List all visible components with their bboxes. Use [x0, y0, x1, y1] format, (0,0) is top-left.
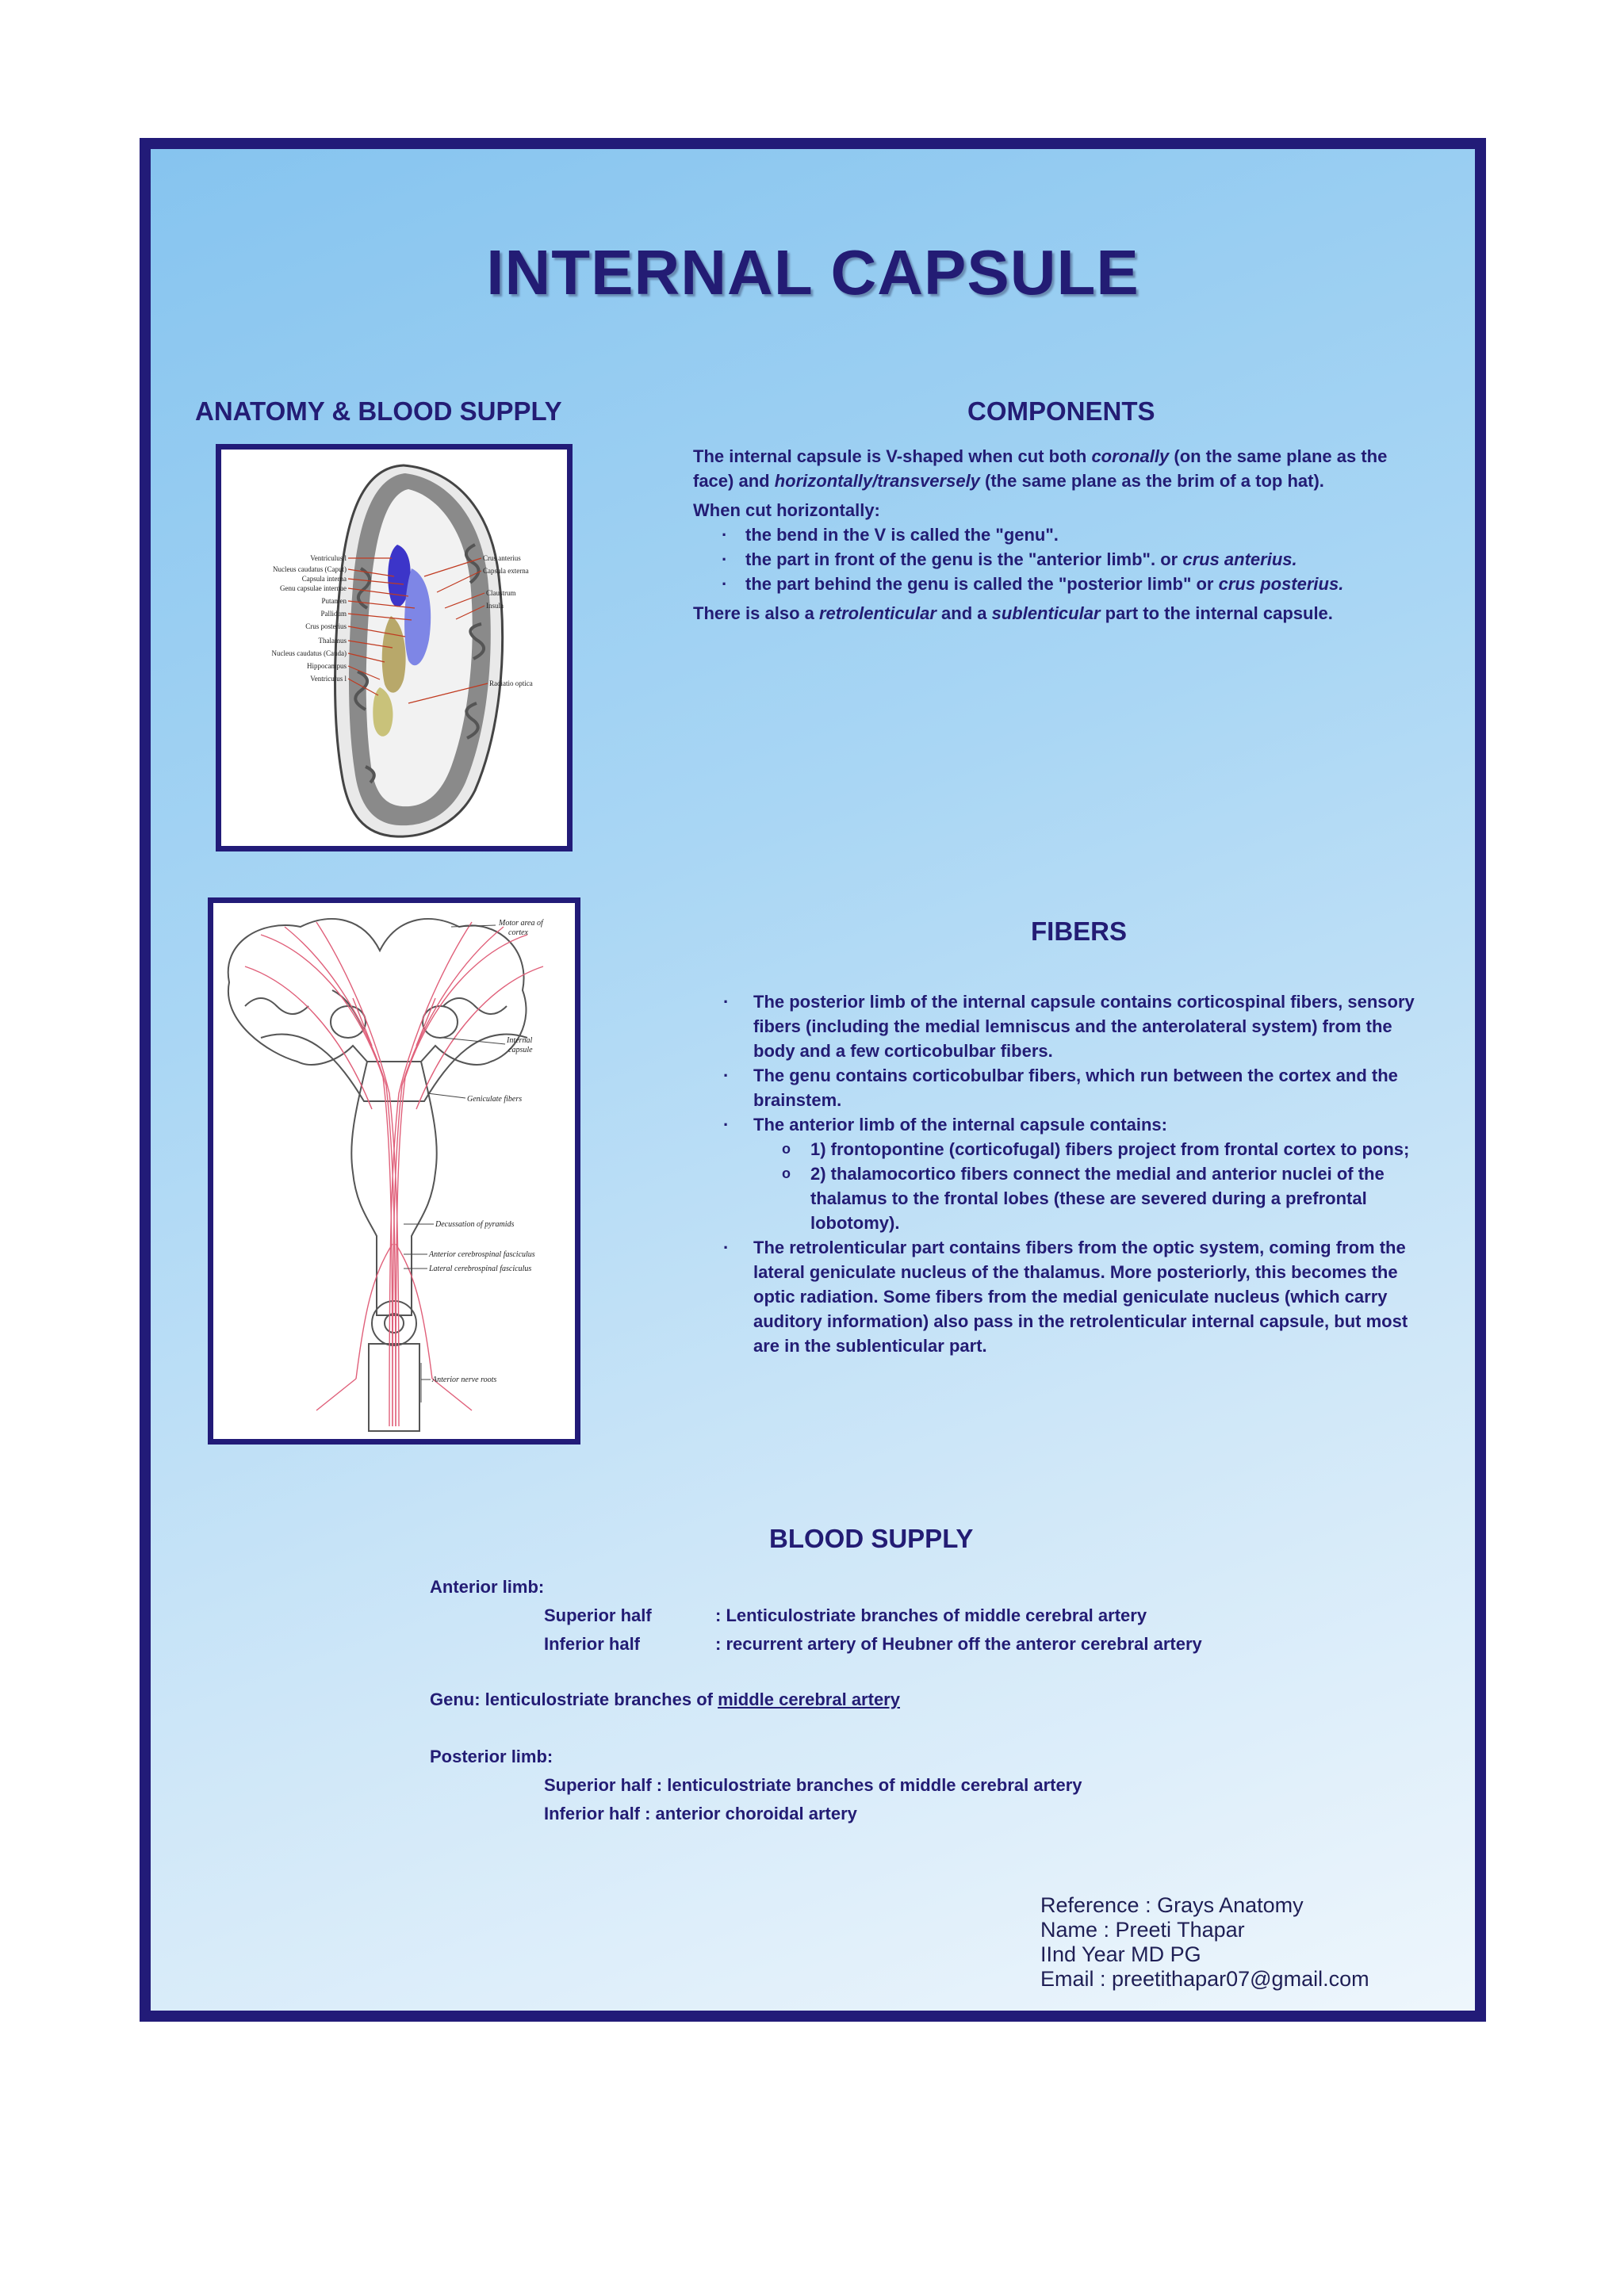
reference-line: Reference : Grays Anatomy [1040, 1893, 1304, 1917]
fibers-text [722, 989, 1435, 1358]
text-run: and a [936, 603, 992, 623]
text-run-underlined: middle cerebral artery [718, 1689, 900, 1709]
author-year: IInd Year MD PG [1040, 1942, 1201, 1966]
svg-text:Insula: Insula [486, 602, 504, 610]
text-run: the part behind the genu is called the "posterior limb" or [745, 574, 1219, 594]
blood-supply-text [430, 1575, 1381, 1830]
list-item: · The genu contains corticobulbar fibers, which run between the cortex and the brainstem. [722, 1063, 1435, 1112]
list-item: · the bend in the V is called the "genu". [693, 522, 1431, 547]
sub-list-item: o 2) thalamocortico fibers connect the medial and anterior nuclei of the thalamus to the frontal lobes (these are severed during a prefrontal lobotomy). [722, 1161, 1435, 1235]
svg-text:capsule: capsule [508, 1046, 533, 1054]
text-run-italic: crus posterius. [1218, 574, 1344, 594]
svg-text:Putamen: Putamen [321, 597, 347, 605]
svg-text:Capsula externa: Capsula externa [483, 567, 529, 575]
text-run: The anterior limb of the internal capsule contains: [753, 1115, 1167, 1135]
svg-text:Thalamus: Thalamus [318, 637, 347, 645]
components-text [693, 444, 1431, 630]
page-title: INTERNAL CAPSULE [486, 237, 1139, 308]
text-run-italic: horizontally/transversely [774, 471, 980, 491]
anterior-limb-label: Anterior limb: [430, 1577, 545, 1597]
reference-block [1040, 1893, 1369, 1992]
anatomy-heading: ANATOMY & BLOOD SUPPLY [195, 396, 562, 426]
text-run: Genu: lenticulostriate branches of [430, 1689, 718, 1709]
text-run-italic: coronally [1091, 446, 1170, 466]
poster-frame [140, 138, 1486, 2022]
blood-supply-heading: BLOOD SUPPLY [769, 1524, 974, 1553]
svg-text:Decussation of pyramids: Decussation of pyramids [435, 1220, 515, 1229]
text-run: the part in front of the genu is the "anterior limb". or [745, 549, 1183, 569]
text-run: There is also a [693, 603, 819, 623]
row-label: Superior half [544, 1605, 652, 1625]
svg-text:Ventriculus l: Ventriculus l [310, 554, 347, 562]
components-paragraph-3 [693, 601, 1431, 626]
author-name: Name : Preeti Thapar [1040, 1918, 1245, 1942]
sub-list-item: o 1) frontopontine (corticofugal) fibers project from frontal cortex to pons; [722, 1137, 1435, 1161]
anterior-superior-row [430, 1603, 1381, 1632]
text-run-italic: retrolenticular [818, 603, 936, 623]
posterior-inferior-row: Inferior half : anterior choroidal artery [544, 1804, 857, 1823]
list-item: · The posterior limb of the internal capsule contains corticospinal fibers, sensory fibers (including the medial lemniscus and the anterolateral system) from the body and a few corticobulbar fibers. [722, 989, 1435, 1063]
text-run: (on the same plane as the face) and [693, 446, 1388, 491]
svg-text:Pallidum: Pallidum [320, 610, 347, 618]
svg-text:Internal: Internal [507, 1036, 533, 1045]
corticospinal-tract-illustration [213, 903, 575, 1439]
list-item [722, 1112, 1435, 1235]
svg-text:Capsula interna: Capsula interna [301, 575, 347, 583]
fibers-list [722, 989, 1435, 1358]
svg-text:Anterior nerve roots: Anterior nerve roots [432, 1376, 497, 1384]
components-paragraph-1 [693, 444, 1431, 493]
svg-text:Crus posterius: Crus posterius [305, 622, 347, 630]
list-item: · The retrolenticular part contains fibers from the optic system, coming from the lateral geniculate nucleus of the thalamus. More posteriorly, this becomes the optic radiation. Some fibers from the medial geniculate nucleus (which carry auditory information) also pass in the retrolenticular internal capsule, but most are in the sublenticular part. [722, 1235, 1435, 1358]
text-run: part to the internal capsule. [1100, 603, 1333, 623]
svg-text:Ventriculus l: Ventriculus l [310, 675, 347, 683]
horizontal-section-illustration [221, 450, 567, 846]
svg-text:Crus anterius: Crus anterius [483, 554, 521, 562]
text-run-italic: crus anterius. [1182, 549, 1297, 569]
genu-row [430, 1687, 1381, 1716]
posterior-limb-label: Posterior limb: [430, 1747, 553, 1766]
row-value: : Lenticulostriate branches of middle cerebral artery [715, 1605, 1147, 1625]
svg-text:Nucleus caudatus (Cauda): Nucleus caudatus (Cauda) [271, 649, 347, 657]
components-paragraph-2: When cut horizontally: [693, 500, 880, 520]
svg-text:Anterior cerebrospinal fascicu: Anterior cerebrospinal fasciculus [429, 1250, 535, 1259]
svg-text:Nucleus caudatus (Caput): Nucleus caudatus (Caput) [273, 565, 347, 573]
svg-text:Radiatio optica: Radiatio optica [489, 679, 533, 687]
svg-text:Lateral cerebrospinal fascicul: Lateral cerebrospinal fasciculus [429, 1265, 532, 1273]
svg-text:cortex: cortex [508, 928, 528, 937]
list-item [693, 547, 1431, 572]
svg-text:Motor area of: Motor area of [499, 919, 543, 928]
horizontal-section-figure [216, 444, 573, 851]
fibers-heading: FIBERS [1031, 916, 1128, 946]
text-run: (the same plane as the brim of a top hat). [979, 471, 1324, 491]
svg-text:Genu capsulae internae: Genu capsulae internae [280, 584, 347, 592]
text-run-italic: sublenticular [991, 603, 1101, 623]
fibers-sublist [722, 1137, 1435, 1235]
list-item [693, 572, 1431, 596]
corticospinal-tract-figure [208, 897, 580, 1445]
row-value: : recurrent artery of Heubner off the anteror cerebral artery [715, 1634, 1202, 1654]
svg-text:Geniculate fibers: Geniculate fibers [467, 1095, 523, 1104]
row-label: Inferior half [544, 1634, 641, 1654]
svg-text:Claustrum: Claustrum [486, 589, 516, 597]
svg-text:Hippocampus: Hippocampus [307, 662, 347, 670]
author-email: Email : preetithapar07@gmail.com [1040, 1967, 1369, 1991]
components-list [693, 522, 1431, 596]
anterior-inferior-row [430, 1632, 1381, 1660]
components-heading: COMPONENTS [967, 396, 1155, 426]
text-run: The internal capsule is V-shaped when cut both [693, 446, 1092, 466]
posterior-superior-row: Superior half : lenticulostriate branches of middle cerebral artery [544, 1775, 1082, 1795]
